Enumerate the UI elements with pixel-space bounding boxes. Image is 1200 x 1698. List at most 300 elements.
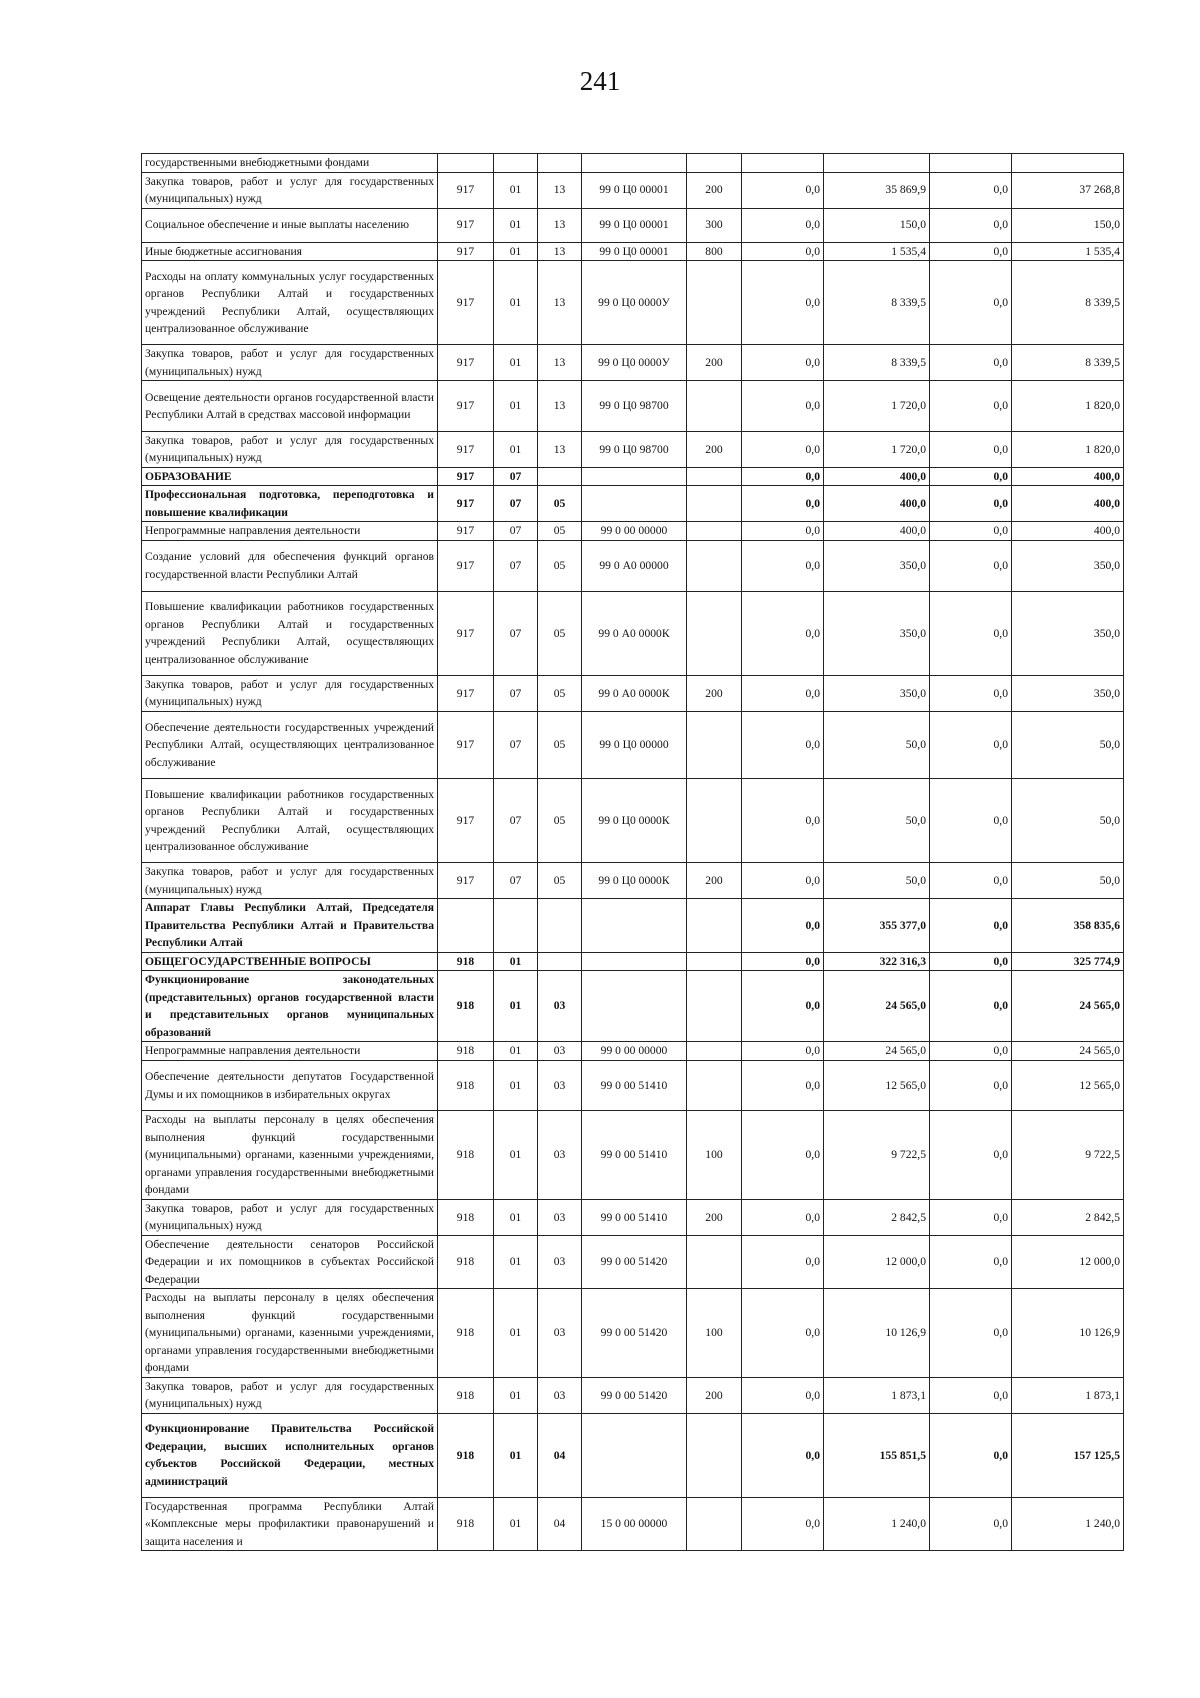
row-name-cell: Обеспечение деятельности сенаторов Российской Федерации и их помощников в субъектах Российской Федерации	[142, 1235, 438, 1289]
row-value-4-cell: 8 339,5	[1012, 345, 1124, 381]
table-row	[142, 486, 1124, 522]
table-row	[142, 1497, 1124, 1551]
row-rz-cell: 01	[494, 1235, 538, 1289]
row-value-1-cell: 0,0	[742, 345, 824, 381]
row-value-1-cell: 0,0	[742, 779, 824, 863]
row-csr-cell: 99 0 Ц0 00000	[582, 711, 687, 778]
row-value-2-cell: 400,0	[824, 467, 930, 486]
row-gr-cell: 917	[438, 675, 494, 711]
row-pr-cell: 05	[538, 779, 582, 863]
row-vr-cell	[687, 1042, 742, 1061]
row-pr-cell: 03	[538, 1111, 582, 1200]
row-value-2-cell: 8 339,5	[824, 345, 930, 381]
row-name-cell: Расходы на выплаты персоналу в целях обеспечения выполнения функций государственными (муниципальными) органами, казенными учреждениями, органами управления государственными внебюджетными фондами	[142, 1111, 438, 1200]
row-value-3-cell: 0,0	[930, 675, 1012, 711]
row-name-cell: Иные бюджетные ассигнования	[142, 242, 438, 261]
row-value-4-cell: 8 339,5	[1012, 261, 1124, 345]
row-pr-cell	[538, 467, 582, 486]
table-row	[142, 522, 1124, 541]
row-name-cell: Закупка товаров, работ и услуг для государственных (муниципальных) нужд	[142, 431, 438, 467]
table-row	[142, 711, 1124, 778]
row-name-cell: Социальное обеспечение и иные выплаты населению	[142, 208, 438, 242]
row-rz-cell: 01	[494, 345, 538, 381]
row-rz-cell: 01	[494, 1111, 538, 1200]
row-value-3-cell	[930, 154, 1012, 173]
row-value-4-cell: 1 535,4	[1012, 242, 1124, 261]
row-rz-cell: 01	[494, 1060, 538, 1111]
row-value-1-cell: 0,0	[742, 172, 824, 208]
row-csr-cell	[582, 899, 687, 953]
row-value-4-cell: 1 820,0	[1012, 381, 1124, 432]
row-gr-cell: 918	[438, 1289, 494, 1378]
row-vr-cell	[687, 154, 742, 173]
row-csr-cell: 99 0 А0 0000К	[582, 591, 687, 675]
table-row	[142, 261, 1124, 345]
row-value-3-cell: 0,0	[930, 467, 1012, 486]
table-row	[142, 779, 1124, 863]
row-value-2-cell: 35 869,9	[824, 172, 930, 208]
row-gr-cell: 918	[438, 971, 494, 1042]
row-vr-cell: 200	[687, 1377, 742, 1413]
row-pr-cell: 13	[538, 261, 582, 345]
row-gr-cell: 917	[438, 711, 494, 778]
budget-table	[141, 153, 1124, 1551]
row-csr-cell: 99 0 00 51420	[582, 1235, 687, 1289]
row-gr-cell: 917	[438, 591, 494, 675]
row-value-4-cell: 24 565,0	[1012, 1042, 1124, 1061]
row-value-4-cell: 24 565,0	[1012, 971, 1124, 1042]
row-name-cell: Профессиональная подготовка, переподготовка и повышение квалификации	[142, 486, 438, 522]
row-rz-cell: 07	[494, 591, 538, 675]
row-csr-cell	[582, 971, 687, 1042]
row-value-4-cell: 1 820,0	[1012, 431, 1124, 467]
row-pr-cell: 13	[538, 345, 582, 381]
row-csr-cell	[582, 467, 687, 486]
row-pr-cell: 03	[538, 1199, 582, 1235]
row-pr-cell: 05	[538, 522, 582, 541]
row-pr-cell: 04	[538, 1497, 582, 1551]
row-value-4-cell: 12 565,0	[1012, 1060, 1124, 1111]
row-value-4-cell: 12 000,0	[1012, 1235, 1124, 1289]
row-pr-cell: 04	[538, 1413, 582, 1497]
row-vr-cell	[687, 1497, 742, 1551]
row-value-2-cell	[824, 154, 930, 173]
row-value-4-cell: 157 125,5	[1012, 1413, 1124, 1497]
row-vr-cell: 100	[687, 1289, 742, 1378]
table-row	[142, 1289, 1124, 1378]
row-value-1-cell: 0,0	[742, 899, 824, 953]
table-row	[142, 540, 1124, 591]
row-name-cell: Обеспечение деятельности государственных учреждений Республики Алтай, осуществляющих централизованное обслуживание	[142, 711, 438, 778]
row-vr-cell: 300	[687, 208, 742, 242]
row-value-3-cell: 0,0	[930, 381, 1012, 432]
table-row	[142, 242, 1124, 261]
row-gr-cell: 917	[438, 208, 494, 242]
row-value-4-cell: 358 835,6	[1012, 899, 1124, 953]
row-rz-cell: 07	[494, 863, 538, 899]
row-csr-cell: 99 0 00 51410	[582, 1199, 687, 1235]
row-csr-cell: 15 0 00 00000	[582, 1497, 687, 1551]
row-vr-cell	[687, 1413, 742, 1497]
row-pr-cell: 13	[538, 208, 582, 242]
row-value-3-cell: 0,0	[930, 522, 1012, 541]
row-rz-cell: 07	[494, 779, 538, 863]
row-value-1-cell: 0,0	[742, 971, 824, 1042]
row-value-2-cell: 50,0	[824, 711, 930, 778]
row-value-1-cell: 0,0	[742, 1497, 824, 1551]
row-csr-cell: 99 0 Ц0 98700	[582, 381, 687, 432]
row-value-4-cell	[1012, 154, 1124, 173]
row-pr-cell: 05	[538, 711, 582, 778]
row-name-cell: Создание условий для обеспечения функций органов государственной власти Республики Алтай	[142, 540, 438, 591]
row-csr-cell	[582, 486, 687, 522]
row-vr-cell	[687, 261, 742, 345]
row-gr-cell: 918	[438, 1497, 494, 1551]
row-value-3-cell: 0,0	[930, 1377, 1012, 1413]
row-gr-cell: 917	[438, 172, 494, 208]
row-csr-cell: 99 0 00 51410	[582, 1060, 687, 1111]
row-pr-cell	[538, 154, 582, 173]
row-value-2-cell: 1 720,0	[824, 431, 930, 467]
row-value-4-cell: 50,0	[1012, 711, 1124, 778]
row-pr-cell: 13	[538, 431, 582, 467]
row-name-cell: ОБРАЗОВАНИЕ	[142, 467, 438, 486]
row-name-cell: Аппарат Главы Республики Алтай, Председателя Правительства Республики Алтай и Правительства Республики Алтай	[142, 899, 438, 953]
row-value-4-cell: 325 774,9	[1012, 952, 1124, 971]
row-vr-cell	[687, 971, 742, 1042]
row-vr-cell	[687, 540, 742, 591]
row-csr-cell: 99 0 00 00000	[582, 522, 687, 541]
row-rz-cell: 01	[494, 172, 538, 208]
row-value-4-cell: 350,0	[1012, 540, 1124, 591]
table-row	[142, 1235, 1124, 1289]
row-gr-cell: 917	[438, 863, 494, 899]
row-value-2-cell: 8 339,5	[824, 261, 930, 345]
row-csr-cell: 99 0 Ц0 0000У	[582, 345, 687, 381]
row-rz-cell: 01	[494, 431, 538, 467]
row-value-3-cell: 0,0	[930, 431, 1012, 467]
row-name-cell: Закупка товаров, работ и услуг для государственных (муниципальных) нужд	[142, 1377, 438, 1413]
row-csr-cell: 99 0 Ц0 0000У	[582, 261, 687, 345]
row-name-cell: Закупка товаров, работ и услуг для государственных (муниципальных) нужд	[142, 675, 438, 711]
row-value-1-cell	[742, 154, 824, 173]
row-gr-cell	[438, 154, 494, 173]
row-name-cell: Закупка товаров, работ и услуг для государственных (муниципальных) нужд	[142, 1199, 438, 1235]
row-value-2-cell: 400,0	[824, 486, 930, 522]
row-value-2-cell: 12 565,0	[824, 1060, 930, 1111]
row-value-1-cell: 0,0	[742, 486, 824, 522]
row-value-4-cell: 10 126,9	[1012, 1289, 1124, 1378]
row-vr-cell	[687, 381, 742, 432]
row-gr-cell: 917	[438, 431, 494, 467]
row-rz-cell: 01	[494, 261, 538, 345]
table-row	[142, 467, 1124, 486]
row-rz-cell: 01	[494, 1289, 538, 1378]
row-value-3-cell: 0,0	[930, 1199, 1012, 1235]
row-rz-cell: 01	[494, 1497, 538, 1551]
row-vr-cell: 800	[687, 242, 742, 261]
row-rz-cell: 01	[494, 1042, 538, 1061]
row-gr-cell: 918	[438, 1413, 494, 1497]
row-pr-cell	[538, 952, 582, 971]
row-name-cell: Государственная программа Республики Алтай «Комплексные меры профилактики правонарушений и защита населения и	[142, 1497, 438, 1551]
row-gr-cell: 918	[438, 952, 494, 971]
row-gr-cell: 917	[438, 467, 494, 486]
row-value-3-cell: 0,0	[930, 172, 1012, 208]
row-rz-cell: 01	[494, 1377, 538, 1413]
row-gr-cell: 917	[438, 261, 494, 345]
row-value-1-cell: 0,0	[742, 522, 824, 541]
row-vr-cell	[687, 486, 742, 522]
row-value-2-cell: 9 722,5	[824, 1111, 930, 1200]
row-vr-cell	[687, 899, 742, 953]
row-value-1-cell: 0,0	[742, 431, 824, 467]
row-value-1-cell: 0,0	[742, 1199, 824, 1235]
row-name-cell: Непрограммные направления деятельности	[142, 522, 438, 541]
row-name-cell: Функционирование Правительства Российской Федерации, высших исполнительных органов субъектов Российской Федерации, местных администраций	[142, 1413, 438, 1497]
row-pr-cell: 03	[538, 1235, 582, 1289]
row-pr-cell: 05	[538, 591, 582, 675]
row-value-3-cell: 0,0	[930, 1413, 1012, 1497]
row-vr-cell	[687, 467, 742, 486]
row-gr-cell: 918	[438, 1199, 494, 1235]
table-row	[142, 675, 1124, 711]
row-name-cell: Расходы на оплату коммунальных услуг государственных органов Республики Алтай и государственных учреждений Республики Алтай, осуществляющих централизованное обслуживание	[142, 261, 438, 345]
row-rz-cell: 01	[494, 1199, 538, 1235]
row-value-4-cell: 9 722,5	[1012, 1111, 1124, 1200]
row-value-4-cell: 350,0	[1012, 591, 1124, 675]
row-value-2-cell: 150,0	[824, 208, 930, 242]
row-value-1-cell: 0,0	[742, 381, 824, 432]
row-gr-cell: 917	[438, 242, 494, 261]
row-gr-cell: 918	[438, 1235, 494, 1289]
row-rz-cell: 07	[494, 522, 538, 541]
row-value-2-cell: 1 720,0	[824, 381, 930, 432]
row-value-3-cell: 0,0	[930, 863, 1012, 899]
row-gr-cell: 918	[438, 1111, 494, 1200]
row-value-2-cell: 1 535,4	[824, 242, 930, 261]
row-name-cell: государственными внебюджетными фондами	[142, 154, 438, 173]
row-vr-cell: 200	[687, 863, 742, 899]
row-vr-cell	[687, 711, 742, 778]
row-pr-cell: 05	[538, 540, 582, 591]
row-value-2-cell: 50,0	[824, 863, 930, 899]
row-value-4-cell: 50,0	[1012, 863, 1124, 899]
row-vr-cell: 200	[687, 675, 742, 711]
row-pr-cell: 05	[538, 675, 582, 711]
row-pr-cell: 03	[538, 971, 582, 1042]
row-csr-cell: 99 0 00 51410	[582, 1111, 687, 1200]
row-value-2-cell: 2 842,5	[824, 1199, 930, 1235]
row-gr-cell: 917	[438, 779, 494, 863]
row-value-3-cell: 0,0	[930, 711, 1012, 778]
row-value-2-cell: 322 316,3	[824, 952, 930, 971]
table-row	[142, 172, 1124, 208]
row-pr-cell: 05	[538, 863, 582, 899]
row-value-1-cell: 0,0	[742, 952, 824, 971]
row-csr-cell: 99 0 00 00000	[582, 1042, 687, 1061]
table-row	[142, 899, 1124, 953]
row-value-2-cell: 12 000,0	[824, 1235, 930, 1289]
row-value-2-cell: 1 240,0	[824, 1497, 930, 1551]
row-value-3-cell: 0,0	[930, 899, 1012, 953]
row-rz-cell: 01	[494, 952, 538, 971]
row-gr-cell: 918	[438, 1060, 494, 1111]
row-csr-cell: 99 0 Ц0 00001	[582, 208, 687, 242]
row-value-1-cell: 0,0	[742, 863, 824, 899]
row-value-3-cell: 0,0	[930, 1235, 1012, 1289]
table-row	[142, 431, 1124, 467]
row-vr-cell	[687, 1060, 742, 1111]
row-csr-cell	[582, 952, 687, 971]
row-value-4-cell: 37 268,8	[1012, 172, 1124, 208]
row-value-2-cell: 10 126,9	[824, 1289, 930, 1378]
row-csr-cell: 99 0 А0 00000	[582, 540, 687, 591]
row-value-1-cell: 0,0	[742, 1289, 824, 1378]
row-rz-cell	[494, 899, 538, 953]
row-value-3-cell: 0,0	[930, 486, 1012, 522]
row-gr-cell	[438, 899, 494, 953]
row-value-3-cell: 0,0	[930, 208, 1012, 242]
row-gr-cell: 917	[438, 345, 494, 381]
row-name-cell: Закупка товаров, работ и услуг для государственных (муниципальных) нужд	[142, 863, 438, 899]
row-rz-cell: 01	[494, 242, 538, 261]
table-row	[142, 1199, 1124, 1235]
row-name-cell: Функционирование законодательных (представительных) органов государственной власти и представительных органов муниципальных образований	[142, 971, 438, 1042]
table-row	[142, 1042, 1124, 1061]
row-name-cell: Повышение квалификации работников государственных органов Республики Алтай и государственных учреждений Республики Алтай, осуществляющих централизованное обслуживание	[142, 591, 438, 675]
row-name-cell: ОБЩЕГОСУДАРСТВЕННЫЕ ВОПРОСЫ	[142, 952, 438, 971]
table-row	[142, 1377, 1124, 1413]
row-pr-cell: 03	[538, 1060, 582, 1111]
row-pr-cell: 13	[538, 381, 582, 432]
row-gr-cell: 918	[438, 1042, 494, 1061]
row-value-1-cell: 0,0	[742, 1111, 824, 1200]
row-value-4-cell: 350,0	[1012, 675, 1124, 711]
row-value-2-cell: 400,0	[824, 522, 930, 541]
row-value-4-cell: 400,0	[1012, 467, 1124, 486]
row-name-cell: Повышение квалификации работников государственных органов Республики Алтай и государственных учреждений Республики Алтай, осуществляющих централизованное обслуживание	[142, 779, 438, 863]
table-row	[142, 381, 1124, 432]
row-rz-cell: 01	[494, 1413, 538, 1497]
row-csr-cell: 99 0 00 51420	[582, 1377, 687, 1413]
row-value-3-cell: 0,0	[930, 1111, 1012, 1200]
row-gr-cell: 917	[438, 540, 494, 591]
row-value-2-cell: 350,0	[824, 591, 930, 675]
table-row	[142, 971, 1124, 1042]
row-value-3-cell: 0,0	[930, 952, 1012, 971]
row-rz-cell: 07	[494, 540, 538, 591]
row-value-1-cell: 0,0	[742, 467, 824, 486]
row-value-1-cell: 0,0	[742, 711, 824, 778]
row-vr-cell	[687, 522, 742, 541]
table-row	[142, 345, 1124, 381]
row-csr-cell	[582, 1413, 687, 1497]
row-csr-cell: 99 0 Ц0 0000К	[582, 779, 687, 863]
row-pr-cell	[538, 899, 582, 953]
row-value-4-cell: 400,0	[1012, 522, 1124, 541]
row-value-2-cell: 355 377,0	[824, 899, 930, 953]
row-pr-cell: 03	[538, 1042, 582, 1061]
row-pr-cell: 13	[538, 242, 582, 261]
row-vr-cell: 200	[687, 431, 742, 467]
row-gr-cell: 917	[438, 486, 494, 522]
row-value-2-cell: 24 565,0	[824, 1042, 930, 1061]
row-vr-cell	[687, 591, 742, 675]
row-pr-cell: 03	[538, 1377, 582, 1413]
row-value-3-cell: 0,0	[930, 540, 1012, 591]
row-vr-cell: 100	[687, 1111, 742, 1200]
row-gr-cell: 917	[438, 381, 494, 432]
page-number: 241	[579, 66, 621, 96]
row-value-1-cell: 0,0	[742, 1377, 824, 1413]
row-rz-cell: 07	[494, 711, 538, 778]
row-rz-cell: 07	[494, 486, 538, 522]
row-name-cell: Закупка товаров, работ и услуг для государственных (муниципальных) нужд	[142, 172, 438, 208]
row-value-1-cell: 0,0	[742, 540, 824, 591]
row-value-1-cell: 0,0	[742, 208, 824, 242]
table-row	[142, 952, 1124, 971]
row-value-4-cell: 1 873,1	[1012, 1377, 1124, 1413]
row-value-1-cell: 0,0	[742, 1235, 824, 1289]
row-rz-cell: 07	[494, 467, 538, 486]
row-rz-cell: 01	[494, 971, 538, 1042]
row-value-2-cell: 350,0	[824, 540, 930, 591]
table-row	[142, 208, 1124, 242]
row-value-1-cell: 0,0	[742, 261, 824, 345]
row-value-1-cell: 0,0	[742, 591, 824, 675]
row-value-1-cell: 0,0	[742, 1413, 824, 1497]
row-value-3-cell: 0,0	[930, 1060, 1012, 1111]
table-row	[142, 863, 1124, 899]
row-value-1-cell: 0,0	[742, 675, 824, 711]
row-name-cell: Обеспечение деятельности депутатов Государственной Думы и их помощников в избирательных округах	[142, 1060, 438, 1111]
row-rz-cell: 01	[494, 381, 538, 432]
row-vr-cell: 200	[687, 1199, 742, 1235]
row-csr-cell: 99 0 Ц0 98700	[582, 431, 687, 467]
row-value-2-cell: 24 565,0	[824, 971, 930, 1042]
row-value-2-cell: 1 873,1	[824, 1377, 930, 1413]
row-gr-cell: 917	[438, 522, 494, 541]
row-value-1-cell: 0,0	[742, 1060, 824, 1111]
table-row	[142, 591, 1124, 675]
row-vr-cell	[687, 1235, 742, 1289]
row-gr-cell: 918	[438, 1377, 494, 1413]
row-csr-cell: 99 0 Ц0 00001	[582, 172, 687, 208]
table-row	[142, 1413, 1124, 1497]
row-value-3-cell: 0,0	[930, 345, 1012, 381]
row-value-4-cell: 2 842,5	[1012, 1199, 1124, 1235]
row-csr-cell: 99 0 Ц0 0000К	[582, 863, 687, 899]
row-value-3-cell: 0,0	[930, 261, 1012, 345]
row-vr-cell: 200	[687, 172, 742, 208]
row-rz-cell	[494, 154, 538, 173]
row-pr-cell: 13	[538, 172, 582, 208]
row-value-3-cell: 0,0	[930, 779, 1012, 863]
budget-table-body	[142, 154, 1124, 1551]
row-csr-cell: 99 0 Ц0 00001	[582, 242, 687, 261]
row-value-4-cell: 1 240,0	[1012, 1497, 1124, 1551]
row-value-4-cell: 400,0	[1012, 486, 1124, 522]
row-value-2-cell: 350,0	[824, 675, 930, 711]
row-value-3-cell: 0,0	[930, 242, 1012, 261]
row-csr-cell: 99 0 00 51420	[582, 1289, 687, 1378]
row-vr-cell: 200	[687, 345, 742, 381]
row-name-cell: Расходы на выплаты персоналу в целях обеспечения выполнения функций государственными (муниципальными) органами, казенными учреждениями, органами управления государственными внебюджетными фондами	[142, 1289, 438, 1378]
table-row	[142, 1111, 1124, 1200]
row-value-2-cell: 155 851,5	[824, 1413, 930, 1497]
row-pr-cell: 05	[538, 486, 582, 522]
